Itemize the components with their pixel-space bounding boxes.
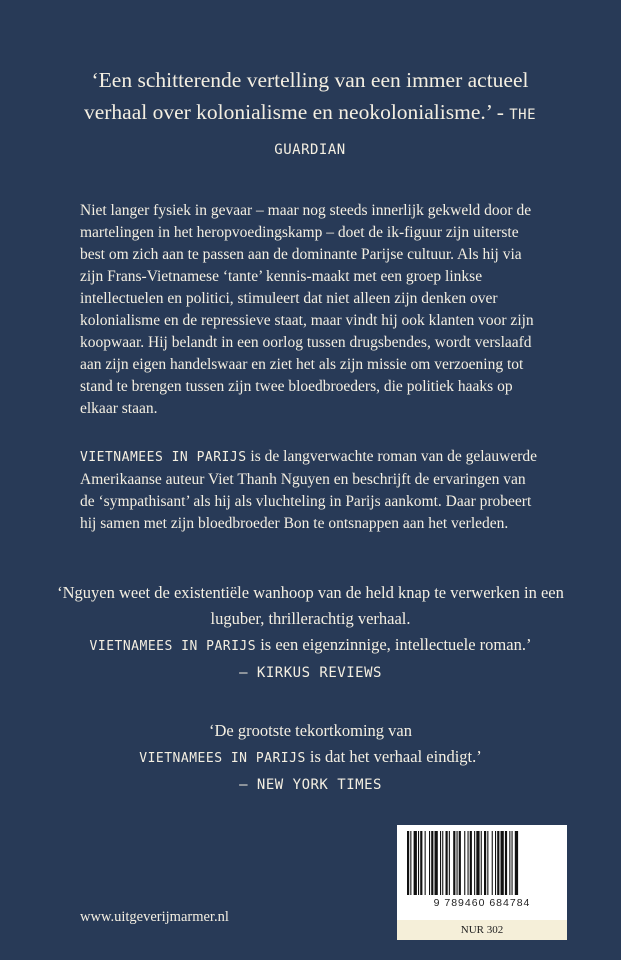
publisher-website[interactable]: www.uitgeverijmarmer.nl [80, 909, 229, 925]
barcode-bar [410, 831, 411, 895]
barcode-bar [476, 831, 479, 895]
barcode-bar [487, 831, 488, 895]
nyt-quote-line1: ‘De grootste tekortkoming van [209, 721, 412, 740]
barcode-bar [429, 831, 430, 895]
barcode-bars [405, 831, 559, 895]
barcode-bar [449, 831, 450, 895]
barcode-bar [442, 831, 443, 895]
barcode-bar [484, 831, 486, 895]
blurb-paragraph-1: Niet langer fysiek in gevaar – maar nog steeds innerlijk gekweld door de martelingen in het heropvoedingskamp – doet de ik-figuur zijn uiterste best om zich aan te passen aan de dominante Parijse cultuur. Als hij via zijn Frans-Vietnamese ‘tante’ kennis-maakt met een groep linkse intellectuelen en politici, stimuleert dat niet alleen zijn denken over kolonialisme en de repressieve staat, maar vindt hij ook klanten voor zijn koopwaar. Hij belandt in een oorlog tussen drugsbendes, wordt verslaafd aan zijn eigen handelswaar en ziet het als zijn missie om verzoening tot stand te brengen tussen zijn twee bloedbroeders, die politiek haaks op elkaar staan. [80, 202, 534, 417]
barcode-bar [446, 831, 448, 895]
nyt-quote-title: VIETNAMEES IN PARIJS [139, 751, 306, 766]
blurb-paragraph-2-text: is de langverwachte roman van de gelauwerde Amerikaanse auteur Viet Thanh Nguyen en beschrijft de ervaringen van de ‘sympathisant’ als hij als vluchteling in Parijs aankomt. Daar probeert hij samen met zijn bloedbroeder Bon te ontsnappen aan het verleden. [80, 448, 538, 532]
barcode-bar [435, 831, 438, 895]
barcode-bar [420, 831, 422, 895]
barcode-bar [505, 831, 507, 895]
barcode-bar [453, 831, 455, 895]
barcode-bar [407, 831, 409, 895]
top-quote [60, 64, 560, 166]
barcode-bar [470, 831, 472, 895]
kirkus-quote-line1: ‘Nguyen weet de existentiële wanhoop van de held knap te verwerken in een luguber, thrillerachtig verhaal. [57, 583, 564, 628]
barcode-bar [440, 831, 441, 895]
barcode-bar [509, 831, 510, 895]
barcode [397, 825, 567, 920]
isbn-number: 9 789460 684784 [433, 897, 531, 909]
barcode-bar [464, 831, 465, 895]
barcode-bar [418, 831, 419, 895]
barcode-bar [492, 831, 493, 895]
kirkus-quote-title: VIETNAMEES IN PARIJS [89, 639, 257, 654]
barcode-bar [495, 831, 496, 895]
barcode-bar [501, 831, 504, 895]
barcode-bar [515, 831, 518, 895]
barcode-bar [474, 831, 475, 895]
top-quote-text: ‘Een schitterende vertelling van een immer actueel verhaal over kolonialisme en neokolonialisme.’ - [83, 68, 529, 124]
barcode-bar [512, 831, 513, 895]
blurb-paragraph-2 [80, 446, 542, 535]
barcode-bar [414, 831, 417, 895]
barcode-bar [457, 831, 458, 895]
barcode-bar [459, 831, 461, 895]
barcode-bar [481, 831, 482, 895]
book-title-inline: VIETNAMEES IN PARIJS [80, 450, 247, 465]
nyt-quote-line2: is dat het verhaal eindigt.’ [309, 747, 482, 766]
nyt-quote [40, 718, 581, 798]
kirkus-quote [40, 580, 581, 686]
kirkus-quote-line2: is een eigenzinnige, intellectuele roman.’ [260, 635, 532, 654]
barcode-bar [468, 831, 469, 895]
barcode-bar [497, 831, 499, 895]
barcode-bar [425, 831, 426, 895]
nyt-quote-source: – NEW YORK TIMES [239, 777, 382, 793]
nur-code: NUR 302 [397, 920, 567, 940]
barcode-bar [431, 831, 433, 895]
kirkus-quote-source: – KIRKUS REVIEWS [239, 665, 382, 681]
top-quote-source: THE GUARDIAN [274, 107, 537, 158]
